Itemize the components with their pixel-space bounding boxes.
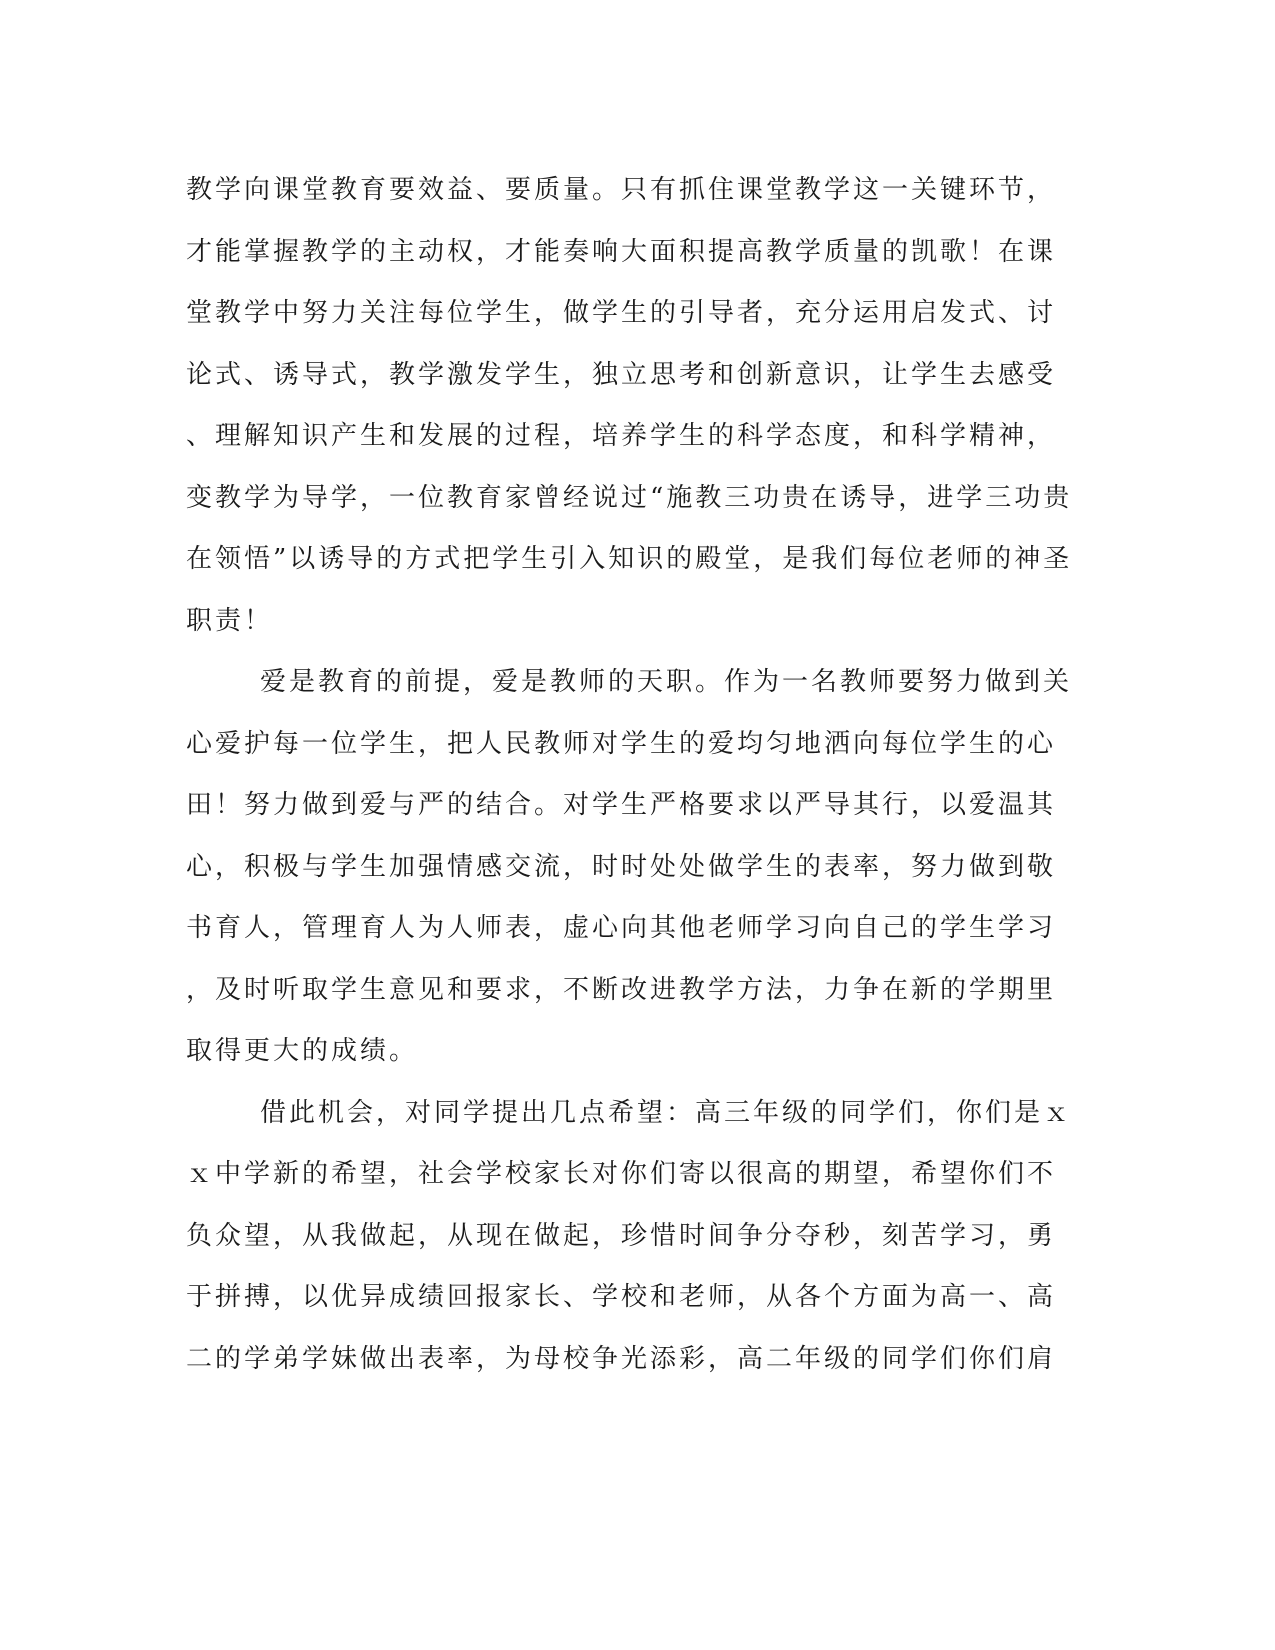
paragraph-line: ，及时听取学生意见和要求，不断改进教学方法，力争在新的学期里 [186, 974, 1057, 1005]
paragraph-line: 爱是教育的前提，爱是教师的天职。作为一名教师要努力做到关 [260, 667, 1073, 697]
paragraph-line: ｘ中学新的希望，社会学校家长对你们寄以很高的期望，希望你们不 [186, 1159, 1057, 1189]
paragraph-line: 教学向课堂教育要效益、要质量。只有抓住课堂教学这一关键环节， [186, 175, 1057, 205]
paragraph-line: 书育人，管理育人为人师表，虚心向其他老师学习向自己的学生学习 [186, 913, 1057, 943]
paragraph-line: 才能掌握教学的主动权，才能奏响大面积提高教学质量的凯歌！在课 [186, 236, 1057, 267]
paragraph-line: 二的学弟学妹做出表率，为母校争光添彩，高二年级的同学们你们肩 [186, 1343, 1057, 1374]
paragraph-3 [186, 1083, 1073, 1391]
paragraph-line: 论式、诱导式，教学激发学生，独立思考和创新意识，让学生去感受 [186, 359, 1057, 390]
paragraph-line: 在领悟”以诱导的方式把学生引入知识的殿堂，是我们每位老师的神圣 [186, 544, 1073, 574]
paragraph-2 [186, 652, 1073, 1083]
body-text [186, 160, 1073, 1390]
paragraph-line: 堂教学中努力关注每位学生，做学生的引导者，充分运用启发式、讨 [186, 298, 1057, 328]
paragraph-line: 借此机会，对同学提出几点希望：高三年级的同学们，你们是ｘ [260, 1097, 1073, 1128]
paragraph-line: 、理解知识产生和发展的过程，培养学生的科学态度，和科学精神， [186, 421, 1057, 451]
paragraph-line: 负众望，从我做起，从现在做起，珍惜时间争分夺秒，刻苦学习，勇 [186, 1220, 1057, 1251]
paragraph-line: 心爱护每一位学生，把人民教师对学生的爱均匀地洒向每位学生的心 [186, 728, 1057, 759]
paragraph-line: 取得更大的成绩。 [186, 1036, 419, 1066]
paragraph-line: 变教学为导学，一位教育家曾经说过“施教三功贵在诱导，进学三功贵 [186, 482, 1073, 513]
paragraph-line: 于拼搏，以优异成绩回报家长、学校和老师，从各个方面为高一、高 [186, 1282, 1057, 1312]
paragraph-1 [186, 160, 1073, 652]
paragraph-line: 田！努力做到爱与严的结合。对学生严格要求以严导其行，以爱温其 [186, 790, 1057, 820]
paragraph-line: 心，积极与学生加强情感交流，时时处处做学生的表率，努力做到敬 [186, 851, 1057, 882]
paragraph-line: 职责！ [186, 605, 274, 636]
